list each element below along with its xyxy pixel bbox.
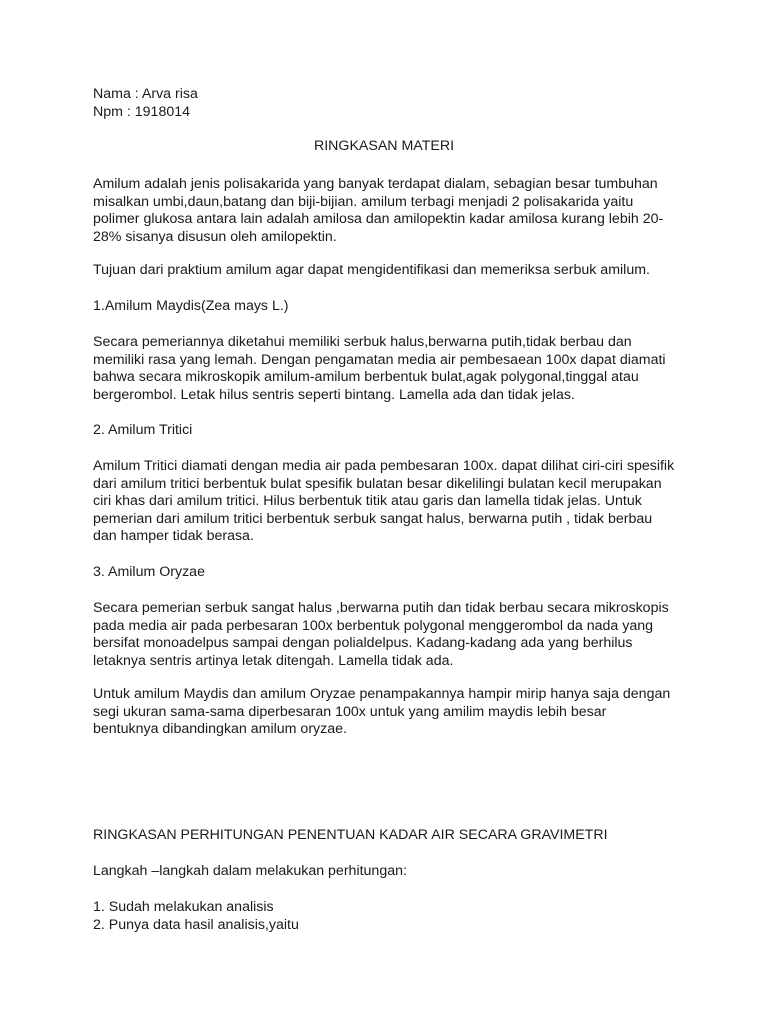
list-item: 1. Sudah melakukan analisis xyxy=(93,899,274,915)
page-title: RINGKASAN MATERI xyxy=(313,138,455,154)
paragraph-line: Amilum adalah jenis polisakarida yang banyak terdapat dialam, sebagian besar tumbuhan xyxy=(93,176,658,192)
paragraph-line: bergerombol. Letak hilus sentris seperti bintang. Lamella ada dan tidak jelas. xyxy=(93,386,575,403)
paragraph-line: Secara pemeriannya diketahui memiliki serbuk halus,berwarna putih,tidak berbau dan xyxy=(93,334,632,350)
paragraph-line: Amilum Tritici diamati dengan media air pada pembesaran 100x. dapat dilihat ciri-ciri spesifik xyxy=(93,458,675,474)
paragraph-line: misalkan umbi,daun,batang dan biji-bijian. amilum terbagi menjadi 2 polisakarida yaitu xyxy=(93,193,634,210)
paragraph-line: bersifat monoadelpus sampai dengan polialdelpus. Kadang-kadang ada yang berhilus xyxy=(93,635,633,651)
section-body-oryzae xyxy=(93,600,669,670)
paragraph-line: bentuknya dibandingkan amilum oryzae. xyxy=(93,721,347,737)
paragraph-line: segi ukuran sama-sama diperbesaran 100x untuk yang amilim maydis lebih besar xyxy=(93,703,607,720)
section-body-maydis xyxy=(93,334,666,404)
paragraph-line: bahwa secara mikroskopik amilum-amilum berbentuk bulat,agak polygonal,tinggal atau xyxy=(93,369,639,385)
student-npm: Npm : 1918014 xyxy=(93,103,191,120)
student-name: Nama : Arva risa xyxy=(93,86,198,102)
paragraph-line: ciri khas dari amilum tritici. Hilus berbentuk titik atau garis dan lamella tidak jelas. Untuk xyxy=(93,493,642,509)
paragraph-line: letaknya sentris artinya letak ditengah. Lamella tidak ada. xyxy=(93,652,454,669)
section-heading-oryzae: 3. Amilum Oryzae xyxy=(93,564,205,580)
student-info xyxy=(93,86,198,121)
second-title: RINGKASAN PERHITUNGAN PENENTUAN KADAR AIR SECARA GRAVIMETRI xyxy=(93,827,608,843)
steps-list xyxy=(93,899,299,934)
paragraph-line: 28% sisanya disusun oleh amilopektin. xyxy=(93,228,337,245)
intro-paragraph xyxy=(93,176,663,246)
paragraph-line: pada media air pada perbesaran 100x berbentuk polygonal menggerombol da nada yang xyxy=(93,617,654,634)
paragraph-line: Untuk amilum Maydis dan amilum Oryzae penampakannya hampir mirip hanya saja dengan xyxy=(93,686,671,702)
section-heading-maydis: 1.Amilum Maydis(Zea mays L.) xyxy=(93,298,289,314)
section-body-tritici xyxy=(93,458,674,546)
section-heading-tritici: 2. Amilum Tritici xyxy=(93,422,193,438)
steps-intro: Langkah –langkah dalam melakukan perhitungan: xyxy=(93,863,407,879)
purpose-paragraph: Tujuan dari praktium amilum agar dapat mengidentifikasi dan memeriksa serbuk amilum. xyxy=(93,262,650,278)
paragraph-line: pemerian dari amilum tritici berbentuk serbuk sangat halus, berwarna putih , tidak berbau xyxy=(93,510,653,527)
comparison-paragraph xyxy=(93,686,670,739)
paragraph-line: Secara pemerian serbuk sangat halus ,berwarna putih dan tidak berbau secara mikroskopis xyxy=(93,600,669,616)
paragraph-line: dari amilum tritici berbentuk bulat spesifik bulatan besar dikelilingi bulatan kecil merupakan xyxy=(93,475,662,492)
paragraph-line: memiliki rasa yang lemah. Dengan pengamatan media air pembesaean 100x dapat diamati xyxy=(93,351,666,368)
paragraph-line: polimer glukosa antara lain adalah amilosa dan amilopektin kadar amilosa kurang lebih 20- xyxy=(93,211,664,227)
list-item: 2. Punya data hasil analisis,yaitu xyxy=(93,916,299,933)
paragraph-line: dan hamper tidak berasa. xyxy=(93,528,254,544)
